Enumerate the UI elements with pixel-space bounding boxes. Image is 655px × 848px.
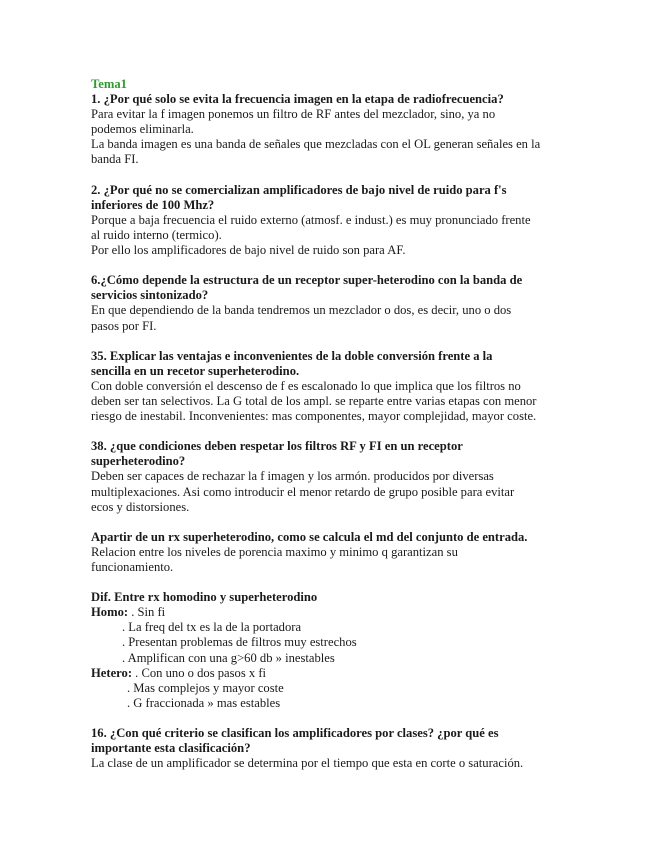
answer-line — [91, 122, 591, 137]
line-text: Porque a baja frecuencia el ruido externo (atmosf. e indust.) es muy pronunciado frente — [91, 212, 531, 227]
blank-line — [91, 168, 591, 183]
line-text: 38. ¿que condiciones deben respetar los filtros RF y FI en un receptor — [91, 439, 463, 454]
line-text: . Sin fi — [131, 605, 166, 620]
answer-line — [91, 545, 591, 560]
line-text: . Mas complejos y mayor coste — [127, 680, 284, 695]
line-text: multiplexaciones. Asi como introducir el menor retardo de grupo posible para evitar — [91, 484, 515, 499]
line-text: Por ello los amplificadores de bajo nivel de ruido son para AF. — [91, 243, 406, 258]
blank-line — [91, 424, 591, 439]
line-text: inferiores de 100 Mhz? — [91, 197, 215, 212]
line-text: deben ser tan selectivos. La G total de los ampl. se reparte entre varias etapas con menor — [91, 393, 537, 408]
line-label: Homo: — [91, 605, 132, 620]
line-text: Apartir de un rx superheterodino, como se calcula el md del conjunto de entrada. — [91, 529, 528, 544]
question-line — [91, 183, 591, 198]
answer-line — [91, 394, 591, 409]
answer-line — [91, 500, 591, 515]
answer-line — [91, 107, 591, 122]
answer-line — [91, 137, 591, 152]
blank-line — [91, 711, 591, 726]
bullet-line — [91, 635, 591, 650]
line-text: superheterodino? — [91, 454, 186, 469]
answer-line — [91, 469, 591, 484]
document-page — [91, 77, 591, 771]
line-text: 35. Explicar las ventajas e inconvenientes de la doble conversión frente a la — [91, 348, 493, 363]
line-text: 16. ¿Con qué criterio se clasifican los amplificadores por clases? ¿por qué es — [91, 726, 499, 741]
line-text: En que dependiendo de la banda tendremos un mezclador o dos, es decir, uno o dos — [91, 303, 512, 318]
line-text: La clase de un amplificador se determina por el tiempo que esta en corte o saturación. — [91, 756, 524, 771]
question-line — [91, 454, 591, 469]
question-line — [91, 530, 591, 545]
line-label: Hetero: — [91, 665, 136, 680]
question-line — [91, 590, 591, 605]
line-text: podemos eliminarla. — [91, 122, 194, 137]
line-text: Con doble conversión el descenso de f es escalonado lo que implica que los filtros no — [91, 378, 521, 393]
line-text: . Presentan problemas de filtros muy estrechos — [122, 635, 357, 650]
question-line — [91, 439, 591, 454]
blank-line — [91, 334, 591, 349]
question-line — [91, 273, 591, 288]
question-line — [91, 92, 591, 107]
line-text: importante esta clasificación? — [91, 741, 251, 756]
bullet-line — [91, 651, 591, 666]
answer-line — [91, 605, 591, 620]
line-text: . Amplifican con una g>60 db » inestables — [122, 650, 335, 665]
line-text: Dif. Entre rx homodino y superheterodino — [91, 590, 318, 605]
question-line — [91, 198, 591, 213]
line-text: banda FI. — [91, 152, 139, 167]
question-line — [91, 349, 591, 364]
line-text: Relacion entre los niveles de porencia maximo y minimo q garantizan su — [91, 544, 458, 559]
line-text: . G fraccionada » mas estables — [127, 695, 281, 710]
question-line — [91, 364, 591, 379]
bullet-line — [91, 696, 591, 711]
blank-line — [91, 575, 591, 590]
answer-line — [91, 303, 591, 318]
answer-line — [91, 756, 591, 771]
line-text: funcionamiento. — [91, 560, 174, 574]
line-text: sencilla en un recetor superheterodino. — [91, 363, 300, 378]
answer-line — [91, 243, 591, 258]
bullet-line — [91, 681, 591, 696]
answer-line — [91, 666, 591, 681]
line-text: . La freq del tx es la de la portadora — [122, 620, 302, 635]
line-text: 6.¿Cómo depende la estructura de un receptor super-heterodino con la banda de — [91, 273, 523, 288]
line-text: pasos por FI. — [91, 318, 157, 333]
blank-line — [91, 258, 591, 273]
line-text: Para evitar la f imagen ponemos un filtro de RF antes del mezclador, sino, ya no — [91, 107, 496, 122]
blank-line — [91, 515, 591, 530]
line-text: servicios sintonizado? — [91, 288, 209, 303]
line-text: riesgo de inestabil. Inconvenientes: mas componentes, mayor complejidad, mayor coste. — [91, 409, 537, 424]
document-title: Tema1 — [91, 77, 127, 91]
answer-line — [91, 152, 591, 167]
answer-line — [91, 485, 591, 500]
line-text: . Con uno o dos pasos x fi — [135, 665, 267, 680]
answer-line — [91, 213, 591, 228]
line-text: al ruido interno (termico). — [91, 227, 222, 242]
answer-line — [91, 379, 591, 394]
line-text: 2. ¿Por qué no se comercializan amplificadores de bajo nivel de ruido para f's — [91, 182, 507, 197]
answer-line — [91, 409, 591, 424]
question-line — [91, 288, 591, 303]
question-line — [91, 726, 591, 741]
line-text: La banda imagen es una banda de señales que mezcladas con el OL generan señales en la — [91, 137, 541, 152]
line-text: Deben ser capaces de rechazar la f imagen y los armón. producidos por diversas — [91, 469, 494, 484]
question-line — [91, 741, 591, 756]
answer-line — [91, 228, 591, 243]
answer-line — [91, 560, 591, 575]
line-text: ecos y distorsiones. — [91, 499, 190, 514]
answer-line — [91, 319, 591, 334]
bullet-line — [91, 620, 591, 635]
line-text: 1. ¿Por qué solo se evita la frecuencia imagen en la etapa de radiofrecuencia? — [91, 92, 504, 107]
